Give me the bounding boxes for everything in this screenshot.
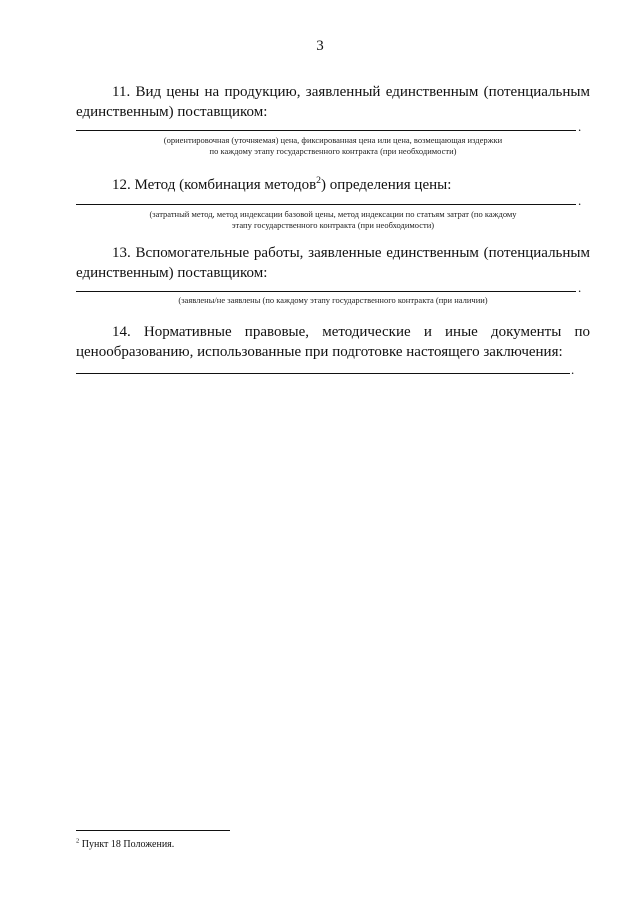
item-11-end-mark: . [578, 119, 582, 134]
item-12-end-mark: . [578, 193, 582, 208]
item-12-hint-line-2: этапу государственного контракта (при необходимости) [231, 220, 435, 230]
item-12-label-end: ) определения цены: [321, 177, 452, 193]
item-14-label: 14. Нормативные правовые, методические и иные документы по ценообразованию, использованные при подготовке настоящего заключения: [76, 324, 590, 360]
item-11-hint-line-1: (ориентировочная (уточняемая) цена, фиксированная цена или цена, возмещающая издержки [163, 135, 503, 145]
footnote-text: Пункт 18 Положения. [79, 839, 175, 850]
item-14-answer-line[interactable] [76, 373, 570, 374]
footnote [76, 839, 174, 851]
item-14-text [76, 322, 590, 362]
footnote-number: 2 [76, 837, 80, 845]
item-12-footnote-ref: 2 [316, 175, 322, 186]
item-11-text [76, 82, 590, 122]
item-13-hint-line-1: (заявлены/не заявлены (по каждому этапу государственного контракта (при наличии) [178, 295, 488, 305]
item-13-text [76, 243, 590, 283]
item-14-end-mark: . [571, 362, 575, 377]
item-11-hint-line-2: по каждому этапу государственного контракта (при необходимости) [209, 146, 457, 156]
item-13-end-mark: . [578, 280, 582, 295]
item-12-text [76, 175, 590, 195]
item-11-answer-line[interactable] [76, 130, 576, 131]
item-13-label: 13. Вспомогательные работы, заявленные единственным (потенциальным единственным) поставщиком: [76, 245, 590, 281]
item-12-label-start: 12. Метод (комбинация методов [112, 177, 317, 193]
item-11-label: 11. Вид цены на продукцию, заявленный единственным (потенциальным единственным) поставщиком: [76, 84, 590, 120]
item-12-answer-line[interactable] [76, 204, 576, 205]
item-12-hint-line-1: (затратный метод, метод индексации базовой цены, метод индексации по статьям затрат (по каждому [149, 209, 517, 219]
item-13-answer-line[interactable] [76, 291, 576, 292]
footnote-separator [76, 830, 230, 831]
page-number: 3 [316, 38, 324, 54]
